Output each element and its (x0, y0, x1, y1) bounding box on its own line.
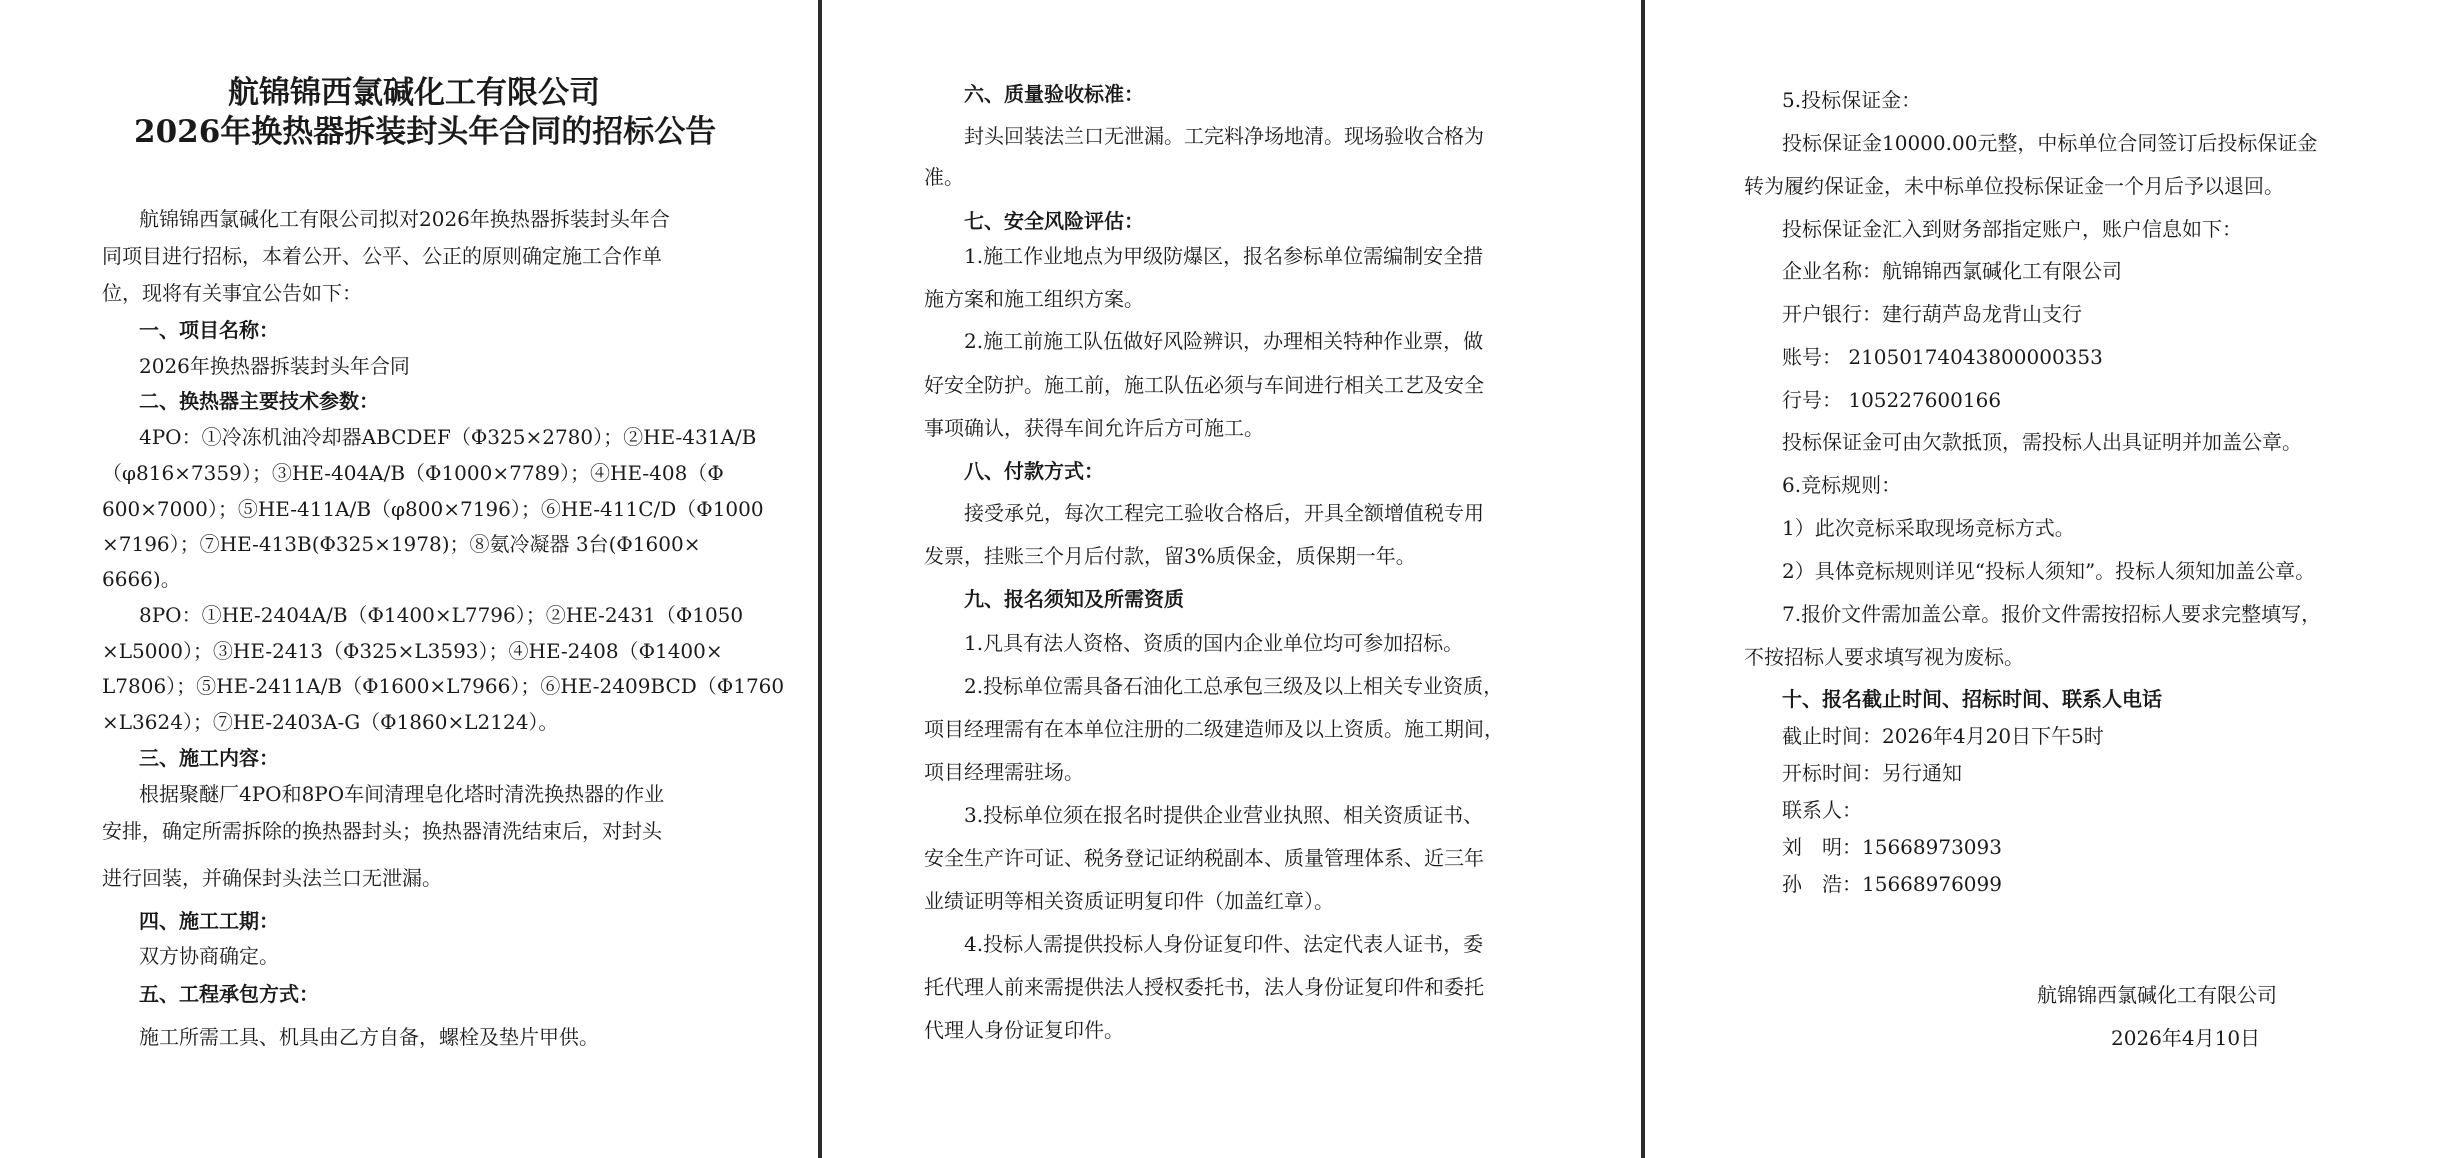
paragraph-line: ×L5000）；③HE-2413（Φ325×L3593）；④HE-2408（Φ1400× (102, 639, 723, 663)
paragraph-line: 封头回装法兰口无泄漏。工完料净场地清。现场验收合格为 (964, 124, 1484, 148)
paragraph-line: 施方案和施工组织方案。 (924, 287, 1144, 311)
paragraph-line: 1.施工作业地点为甲级防爆区，报名参标单位需编制安全措 (964, 244, 1484, 268)
paragraph-line: 航锦锦西氯碱化工有限公司拟对2026年换热器拆装封头年合 (139, 207, 670, 231)
paragraph-line: 托代理人前来需提供法人授权委托书，法人身份证复印件和委托 (924, 975, 1484, 999)
paragraph-line: 4PO：①冷冻机油冷却器ABCDEF（Φ325×2780）；②HE-431A/B (139, 425, 757, 449)
paragraph-line: 3.投标单位须在报名时提供企业营业执照、相关资质证书、 (964, 803, 1484, 827)
paragraph-line: 根据聚醚厂4PO和8PO车间清理皂化塔时清洗换热器的作业 (139, 782, 665, 806)
section-heading: 六、质量验收标准： (964, 82, 1144, 106)
paragraph-line: 好安全防护。施工前，施工队伍必须与车间进行相关工艺及安全 (924, 373, 1484, 397)
account-bank: 开户银行：建行葫芦岛龙背山支行 (1782, 302, 2082, 326)
paragraph-line: 2026年换热器拆装封头年合同 (139, 354, 410, 378)
paragraph-line: 代理人身份证复印件。 (924, 1018, 1124, 1042)
paragraph-line: 2）具体竞标规则详见“投标人须知”。投标人须知加盖公章。 (1782, 559, 2316, 583)
paragraph-line: 不按招标人要求填写视为废标。 (1744, 645, 2024, 669)
section-heading: 八、付款方式： (964, 459, 1104, 483)
section-heading: 一、项目名称： (139, 318, 279, 342)
paragraph-line: 6666)。 (102, 567, 181, 591)
document-page-2 (822, 0, 1639, 1158)
document-page-3 (1645, 0, 2460, 1158)
contact-phone: 孙 浩：15668976099 (1782, 872, 2002, 896)
paragraph-line: 业绩证明等相关资质证明复印件（加盖红章）。 (924, 889, 1334, 913)
paragraph-line: 位，现将有关事宜公告如下： (102, 281, 362, 305)
section-heading: 三、施工内容： (139, 746, 279, 770)
section-heading: 五、工程承包方式： (139, 982, 319, 1006)
signature-date: 2026年4月10日 (2111, 1026, 2261, 1050)
paragraph-line: 1）此次竞标采取现场竞标方式。 (1782, 516, 2075, 540)
paragraph-line: 2.施工前施工队伍做好风险辨识，办理相关特种作业票，做 (964, 329, 1484, 353)
account-number: 账号： 21050174043800000353 (1782, 345, 2103, 369)
paragraph-line: 安全生产许可证、税务登记证纳税副本、质量管理体系、近三年 (924, 846, 1484, 870)
paragraph-line: （φ816×7359）；③HE-404A/B（Φ1000×7789）；④HE-408（Φ (102, 461, 724, 485)
paragraph-line: 4.投标人需提供投标人身份证复印件、法定代表人证书，委 (964, 932, 1484, 956)
paragraph-line: 准。 (924, 165, 964, 189)
section-heading: 七、安全风险评估： (964, 209, 1144, 233)
paragraph-line: 6.竞标规则： (1782, 473, 1902, 497)
paragraph-line: 8PO：①HE-2404A/B（Φ1400×L7796）；②HE-2431（Φ1050 (139, 603, 744, 627)
paragraph-line: 2.投标单位需具备石油化工总承包三级及以上相关专业资质， (964, 674, 1504, 698)
paragraph-line: 同项目进行招标，本着公开、公平、公正的原则确定施工合作单 (102, 244, 662, 268)
paragraph-line: 7.报价文件需加盖公章。报价文件需按招标人要求完整填写， (1782, 602, 2322, 626)
bid-opening-time: 开标时间：另行通知 (1782, 761, 1962, 785)
paragraph-line: 接受承兑，每次工程完工验收合格后，开具全额增值税专用 (964, 501, 1484, 525)
account-company-name: 企业名称：航锦锦西氯碱化工有限公司 (1782, 259, 2122, 283)
paragraph-line: L7806）；⑤HE-2411A/B（Φ1600×L7966）；⑥HE-2409BCD（Φ1760 (102, 674, 785, 698)
section-heading: 九、报名须知及所需资质 (964, 587, 1184, 611)
section-heading: 十、报名截止时间、招标时间、联系人电话 (1782, 687, 2162, 711)
paragraph-line: 转为履约保证金，未中标单位投标保证金一个月后予以退回。 (1744, 174, 2284, 198)
paragraph-line: 1.凡具有法人资格、资质的国内企业单位均可参加招标。 (964, 631, 1464, 655)
paragraph-line: 发票，挂账三个月后付款，留3%质保金，质保期一年。 (924, 544, 1416, 568)
section-heading: 四、施工工期： (139, 909, 279, 933)
bank-code: 行号： 105227600166 (1782, 388, 2002, 412)
paragraph-line: 双方协商确定。 (139, 944, 279, 968)
paragraph-line: 项目经理需有在本单位注册的二级建造师及以上资质。施工期间， (924, 717, 1504, 741)
paragraph-line: 投标保证金汇入到财务部指定账户，账户信息如下： (1782, 217, 2242, 241)
section-heading: 二、换热器主要技术参数： (139, 389, 379, 413)
doc-title-company: 航锦锦西氯碱化工有限公司 (228, 75, 600, 111)
paragraph-line: ×L3624）；⑦HE-2403A-G（Φ1860×L2124）。 (102, 710, 559, 734)
paragraph-line: 进行回装，并确保封头法兰口无泄漏。 (102, 866, 442, 890)
deadline-time: 截止时间：2026年4月20日下午5时 (1782, 724, 2104, 748)
paragraph-line: 施工所需工具、机具由乙方自备，螺栓及垫片甲供。 (139, 1025, 599, 1049)
paragraph-line: 安排，确定所需拆除的换热器封头；换热器清洗结束后，对封头 (102, 819, 662, 843)
paragraph-line: 5.投标保证金： (1782, 88, 1922, 112)
contact-phone: 刘 明：15668973093 (1782, 835, 2002, 859)
paragraph-line: 投标保证金10000.00元整，中标单位合同签订后投标保证金 (1782, 131, 2318, 155)
paragraph-line: 投标保证金可由欠款抵顶，需投标人出具证明并加盖公章。 (1782, 430, 2302, 454)
paragraph-line: 事项确认，获得车间允许后方可施工。 (924, 416, 1264, 440)
signature-company: 航锦锦西氯碱化工有限公司 (2037, 983, 2277, 1007)
paragraph-line: 600×7000）；⑤HE-411A/B（φ800×7196）；⑥HE-411C/D（Φ1000 (102, 497, 764, 521)
paragraph-line: 项目经理需驻场。 (924, 760, 1084, 784)
document-page-1 (0, 0, 816, 1158)
contact-label: 联系人： (1782, 798, 1862, 822)
doc-title-announcement: 2026年换热器拆装封头年合同的招标公告 (134, 114, 717, 150)
paragraph-line: ×7196）；⑦HE-413B(Φ325×1978)；⑧氨冷凝器 3台(Φ1600× (102, 532, 701, 556)
